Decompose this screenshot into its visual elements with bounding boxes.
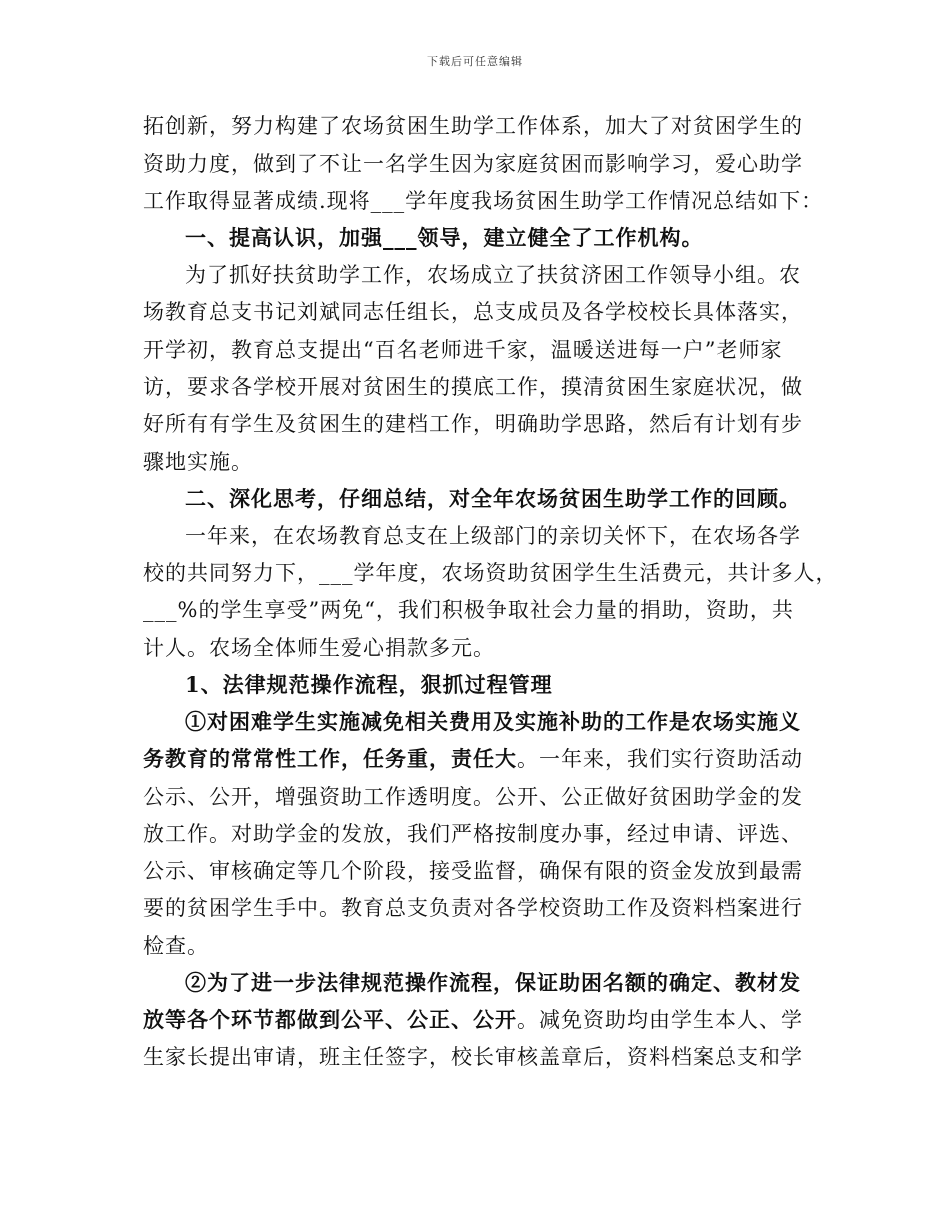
- plain-text: 资助力度，做到了不让一名学生因为家庭贫困而影响学习，爱心助学: [143, 152, 803, 176]
- bold-text: 务教育的常常性工作，任务重，责任大: [143, 746, 517, 771]
- text-line: [143, 896, 803, 920]
- text-line: [143, 1008, 803, 1032]
- plain-text: 骤地实施。: [143, 450, 253, 474]
- plain-text: 。减免资助均由学生本人、学: [517, 1008, 803, 1032]
- text-line: [143, 785, 803, 809]
- plain-text: 一年来，在农场教育总支在上级部门的亲切关怀下，在农场各学: [185, 524, 801, 548]
- plain-text: 要的贫困学生手中。教育总支负责对各学校资助工作及资料档案进行: [143, 896, 803, 920]
- text-line: [143, 859, 803, 883]
- text-line: [143, 636, 495, 660]
- text-line: [185, 487, 801, 511]
- text-line: [143, 375, 803, 399]
- bold-text: 二、深化思考，仔细总结，对全年农场贫困生助学工作的回顾。: [185, 486, 801, 511]
- plain-text: 访，要求各学校开展对贫困生的摸底工作，摸清贫困生家庭状况，做: [143, 375, 803, 399]
- plain-text: 公示、公开，增强资助工作透明度。公开、公正做好贫困助学金的发: [143, 785, 803, 809]
- plain-text: 公示、审核确定等几个阶段，接受监督，确保有限的资金发放到最需: [143, 859, 803, 883]
- plain-text: 校的共同努力下，___学年度，农场资助贫困学生生活费元，共计多人，: [143, 561, 838, 585]
- bold-text: 一、提高认识，加强___领导，建立健全了工作机构。: [185, 225, 704, 250]
- text-line: [143, 598, 794, 622]
- text-line: [185, 673, 553, 697]
- bold-text: ①对困难学生实施减免相关费用及实施补助的工作是农场实施义: [185, 709, 801, 734]
- text-line: [185, 710, 801, 734]
- plain-text: ___%的学生享受”两免“，我们积极争取社会力量的捐助，资助，共: [143, 598, 794, 622]
- text-line: [185, 263, 801, 287]
- text-line: [143, 747, 803, 771]
- text-line: [143, 189, 823, 213]
- bold-text: ②为了进一步法律规范操作流程，保证助困名额的确定、教材发: [185, 970, 801, 995]
- plain-text: 为了抓好扶贫助学工作，农场成立了扶贫济困工作领导小组。农: [185, 263, 801, 287]
- text-line: [143, 1045, 803, 1069]
- text-line: [143, 934, 209, 958]
- text-line: [185, 226, 704, 250]
- plain-text: 生家长提出审请，班主任签字，校长审核盖章后，资料档案总支和学: [143, 1045, 803, 1069]
- text-line: [185, 971, 801, 995]
- bold-text: 放等各个环节都做到公平、公正、公开: [143, 1007, 517, 1032]
- plain-text: 工作取得显著成绩.现将___学年度我场贫困生助学工作情况总结如下：: [143, 189, 824, 213]
- text-line: [143, 152, 803, 176]
- text-line: [143, 450, 253, 474]
- text-line: [143, 822, 803, 846]
- text-line: [143, 338, 782, 362]
- plain-text: 好所有有学生及贫困生的建档工作，明确助学思路，然后有计划有步: [143, 412, 803, 436]
- plain-text: 拓创新，努力构建了农场贫困生助学工作体系，加大了对贫困学生的: [143, 114, 803, 138]
- text-line: [143, 412, 803, 436]
- bold-text: 1、法律规范操作流程，狠抓过程管理: [185, 672, 553, 697]
- plain-text: 检查。: [143, 934, 209, 958]
- plain-text: 。一年来，我们实行资助活动: [517, 747, 803, 771]
- text-line: [143, 114, 803, 138]
- plain-text: 场教育总支书记刘斌同志任组长，总支成员及各学校校长具体落实，: [143, 300, 803, 324]
- plain-text: 计人。农场全体师生爱心捐款多元。: [143, 636, 495, 660]
- plain-text: 开学初，教育总支提出“百名老师进千家，温暖送进每一户”老师家: [143, 338, 783, 362]
- page-header: 下载后可任意编辑: [427, 55, 523, 68]
- text-line: [143, 561, 838, 585]
- text-line: [185, 524, 801, 548]
- plain-text: 放工作。对助学金的发放，我们严格按制度办事，经过申请、评选、: [143, 822, 803, 846]
- text-line: [143, 300, 803, 324]
